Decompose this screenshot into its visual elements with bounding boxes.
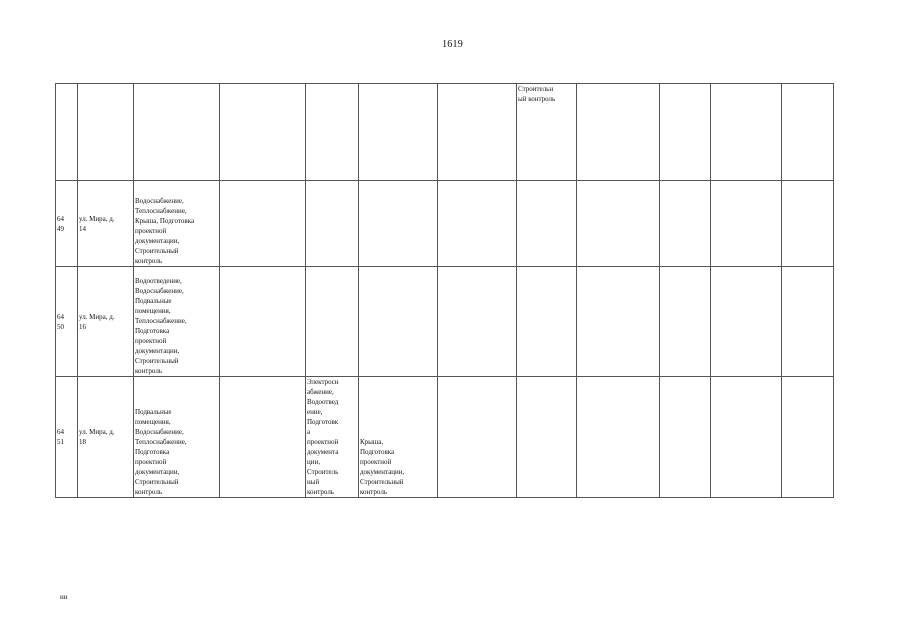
cell-col6: Крыша, Подготовка проектной документации, Строительный контроль bbox=[359, 377, 438, 498]
cell-num: 64 50 bbox=[56, 267, 78, 377]
cell-works: Подвальные помещения, Водоснабжение, Теплоснабжение, Подготовка проектной документации, Строительный контроль bbox=[134, 377, 220, 498]
cell-col8 bbox=[517, 377, 577, 498]
cell-col8 bbox=[517, 181, 577, 267]
table-row bbox=[56, 377, 834, 498]
cell-col4 bbox=[220, 181, 306, 267]
cell-col12 bbox=[782, 84, 834, 181]
cell-col10 bbox=[660, 181, 711, 267]
cell-col9 bbox=[577, 377, 660, 498]
cell-col9 bbox=[577, 84, 660, 181]
cell-works bbox=[134, 84, 220, 181]
cell-col5 bbox=[306, 84, 359, 181]
cell-col7 bbox=[438, 377, 517, 498]
footer-mark: нн bbox=[60, 593, 68, 601]
cell-num bbox=[56, 84, 78, 181]
cell-address: ул. Мира, д. 14 bbox=[78, 181, 134, 267]
cell-col6 bbox=[359, 84, 438, 181]
cell-col8 bbox=[517, 267, 577, 377]
cell-col10 bbox=[660, 84, 711, 181]
cell-address: ул. Мира, д. 16 bbox=[78, 267, 134, 377]
cell-col6 bbox=[359, 267, 438, 377]
cell-col8: Строительн ый контроль bbox=[517, 84, 577, 181]
cell-col5 bbox=[306, 267, 359, 377]
cell-col7 bbox=[438, 84, 517, 181]
table-row bbox=[56, 84, 834, 181]
cell-col12 bbox=[782, 377, 834, 498]
cell-address bbox=[78, 84, 134, 181]
works-table bbox=[55, 83, 834, 498]
cell-col11 bbox=[711, 84, 782, 181]
cell-works: Водоснабжение, Теплоснабжение, Крыша, Подготовка проектной документации, Строительный контроль bbox=[134, 181, 220, 267]
cell-col11 bbox=[711, 267, 782, 377]
cell-col4 bbox=[220, 267, 306, 377]
cell-col11 bbox=[711, 377, 782, 498]
cell-col9 bbox=[577, 267, 660, 377]
table-row bbox=[56, 181, 834, 267]
cell-col6 bbox=[359, 181, 438, 267]
cell-col7 bbox=[438, 267, 517, 377]
cell-col7 bbox=[438, 181, 517, 267]
cell-num: 64 51 bbox=[56, 377, 78, 498]
table-row bbox=[56, 267, 834, 377]
page-number: 1619 bbox=[442, 39, 463, 50]
cell-col5 bbox=[306, 181, 359, 267]
cell-address: ул. Мира, д. 18 bbox=[78, 377, 134, 498]
cell-col11 bbox=[711, 181, 782, 267]
cell-col10 bbox=[660, 267, 711, 377]
cell-works: Водоотведение, Водоснабжение, Подвальные помещения, Теплоснабжение, Подготовка проектной документации, Строительный контроль bbox=[134, 267, 220, 377]
cell-col5: Электросн абжение, Водоотвед ение, Подготовк а проектной документа ции, Строитель ный контроль bbox=[306, 377, 359, 498]
cell-col4 bbox=[220, 84, 306, 181]
cell-col9 bbox=[577, 181, 660, 267]
cell-col4 bbox=[220, 377, 306, 498]
cell-col12 bbox=[782, 181, 834, 267]
cell-col12 bbox=[782, 267, 834, 377]
cell-num: 64 49 bbox=[56, 181, 78, 267]
cell-col10 bbox=[660, 377, 711, 498]
